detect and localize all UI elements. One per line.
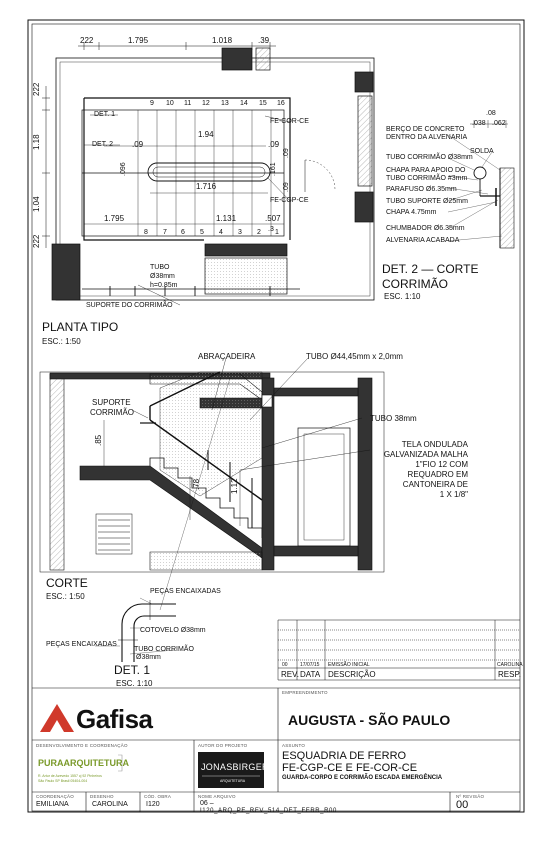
det2-label: BERÇO DE CONCRETO [386, 126, 465, 133]
stair-number: 7 [163, 229, 167, 236]
det1-scale: ESC. 1:10 [116, 679, 153, 688]
det2-dim-038: .038 [472, 120, 486, 127]
revisao-header: Nº REVISÃO [456, 794, 485, 799]
det2-dim-08: .08 [486, 110, 496, 117]
plan-det2-callout: DET. 2 [92, 141, 114, 148]
section-abracadeira: ABRAÇADEIRA [198, 352, 256, 361]
plan-dim-3: .3 [268, 226, 274, 233]
plan-dim-left-3: 1.04 [32, 196, 41, 212]
det2-title: DET. 2 — CORTE CORRIMÃO [382, 262, 479, 291]
det2-solda: SOLDA [470, 148, 494, 155]
det2-label: TUBO SUPORTE Ø25mm [386, 198, 468, 205]
plan-dim-096: .096 [120, 162, 127, 176]
section-tubo-main: TUBO Ø44,45mm x 2,0mm [306, 352, 403, 361]
jonasbirger-name: JONASBIRGER [201, 762, 269, 772]
section-tela-line: CANTONEIRA DE [402, 480, 468, 489]
revision-cell: 00 [282, 662, 288, 668]
plan-dim-top-1: 222 [80, 36, 94, 45]
obra-value: I120 [146, 801, 160, 808]
dev-header: DESENVOLVIMENTO E COORDENAÇÃO [36, 743, 128, 748]
section-tela-line: GALVANIZADA MALHA [383, 450, 468, 459]
det2-scale: ESC. 1:10 [384, 292, 421, 301]
coord-header: COORDENAÇÃO [36, 794, 74, 799]
det1-title: DET. 1 [114, 663, 151, 677]
revision-header-cell: DESCRIÇÃO [328, 670, 376, 679]
revision-header-cell: RESP. [498, 670, 521, 679]
stair-number: 15 [259, 100, 267, 107]
autor-header: AUTOR DO PROJETO [198, 743, 248, 748]
stair-number: 9 [150, 100, 154, 107]
arquivo-header: NOME ARQUIVO [198, 794, 236, 799]
gafisa-logo-mark [40, 704, 74, 732]
arquivo-line-1: 06 – [200, 800, 214, 807]
det1-tubo-2: Ø38mm [136, 654, 161, 661]
det1-cotovelo: COTOVELO Ø38mm [140, 627, 206, 634]
det1-tubo-1: TUBO CORRIMÃO [134, 646, 194, 653]
det2-label: ALVENARIA ACABADA [386, 237, 460, 244]
section-tela-line: REQUADRO EM [407, 470, 468, 479]
section-drawing [40, 358, 384, 610]
plan-dim-09-v: .09 [283, 148, 290, 158]
obra-header: CÓD. OBRA [144, 794, 172, 799]
revision-cell: EMISSÃO INICIAL [328, 662, 370, 668]
plan-dim-left-4: 222 [32, 234, 41, 248]
plan-dim-top-2: 1.795 [128, 36, 149, 45]
revision-cell: CAROLINA [497, 662, 523, 668]
det2-label: DENTRO DA ALVENARIA [386, 134, 468, 141]
plan-dim-left-1: 222 [32, 82, 41, 96]
empreendimento-header: EMPREENDIMENTO [282, 690, 328, 695]
plan-scale: ESC.: 1:50 [42, 337, 81, 346]
plan-dim-507: .507 [265, 214, 281, 223]
plan-drawing [42, 42, 374, 305]
plan-dim-194: 1.94 [198, 130, 214, 139]
stair-number: 5 [200, 229, 204, 236]
plan-dim-1795b: 1.795 [104, 214, 125, 223]
section-suporte-2: CORRIMÃO [90, 408, 134, 417]
plan-dim-09-left: .09 [132, 140, 144, 149]
det2-dim-062: .062 [492, 120, 506, 127]
assunto-header: ASSUNTO [282, 743, 306, 748]
stair-number: 16 [277, 100, 285, 107]
stair-number: 8 [144, 229, 148, 236]
det2-label: CHAPA PARA APOIO DO [386, 167, 466, 174]
empreendimento-name: AUGUSTA - SÃO PAULO [288, 712, 451, 728]
det2-label: TUBO CORRIMÃO #3mm [386, 175, 468, 182]
plan-dim-09-right: .09 [268, 140, 280, 149]
stair-number: 12 [202, 100, 210, 107]
jonasbirger-sub: ARQUITETURA [220, 779, 246, 783]
det1-pecas-2: PEÇAS ENCAIXADAS [46, 641, 117, 648]
plan-suporte-label: SUPORTE DO CORRIMÃO [86, 302, 173, 309]
plan-tubo-diameter: Ø38mm [150, 273, 175, 280]
stair-number: 4 [219, 229, 223, 236]
plan-det1-callout: DET. 1 [94, 111, 116, 118]
section-title: CORTE [46, 576, 88, 590]
plan-dim-09-v2: .09 [283, 182, 290, 192]
det2-label: CHAPA 4.75mm [386, 209, 437, 216]
plan-dim-161: .161 [270, 162, 277, 176]
desenho-value: CAROLINA [92, 801, 128, 808]
section-suporte-1: SUPORTE [92, 398, 131, 407]
section-tubo38: TUBO 38mm [370, 414, 417, 423]
plan-dim-1716: 1.716 [196, 182, 217, 191]
desenho-header: DESENHO [90, 794, 114, 799]
section-tela-line: 1 X 1/8" [439, 490, 468, 499]
revision-cell: 17/07/15 [300, 662, 320, 668]
stair-number: 13 [221, 100, 229, 107]
revisao-value: 00 [456, 799, 469, 811]
plan-title: PLANTA TIPO [42, 320, 119, 334]
plan-fe-cgp-label: FE-CGP-CE [270, 197, 309, 204]
revision-header-cell: REV. [281, 670, 299, 679]
assunto-line-3: GUARDA-CORPO E CORRIMÃO ESCADA EMERGÊNCIA [282, 775, 443, 781]
plan-dim-top-3: 1.018 [212, 36, 233, 45]
stair-number: 1 [275, 229, 279, 236]
section-scale: ESC.: 1:50 [46, 592, 85, 601]
section-dim-112: 1.12 [230, 478, 239, 494]
plan-dim-top-4: .39 [258, 36, 270, 45]
det2-label: PARAFUSO Ø6.35mm [386, 186, 457, 193]
coord-value: EMILIANA [36, 801, 69, 808]
pura-info-2: São Paulo SP Brasil 05404-004 [38, 779, 88, 783]
stair-number: 3 [238, 229, 242, 236]
gafisa-logo-text: Gafisa [76, 704, 153, 734]
section-dim-78: .78 [192, 478, 201, 490]
section-tela-line: 1"FIO 12 COM [415, 460, 468, 469]
stair-number: 6 [181, 229, 185, 236]
det1-pecas-1: PEÇAS ENCAIXADAS [150, 588, 221, 595]
stair-number: 11 [184, 100, 192, 107]
section-dim-85: .85 [94, 434, 103, 446]
stair-number: 10 [166, 100, 174, 107]
assunto-line-2: FE-CGP-CE E FE-COR-CE [282, 762, 418, 774]
plan-dim-left-2: 1.18 [32, 134, 41, 150]
assunto-line-1: ESQUADRIA DE FERRO [282, 750, 407, 762]
revision-header-cell: DATA [300, 670, 321, 679]
det2-label: CHUMBADOR Ø6.35mm [386, 225, 465, 232]
pura-logo: PURAARQUITETURA [38, 758, 129, 768]
pura-info-1: R. Artur de Azevedo 1557 cj 92 Pinheiros [38, 774, 102, 778]
plan-dim-1131: 1.131 [216, 214, 237, 223]
plan-tubo-label: TUBO [150, 264, 170, 271]
stair-number: 2 [257, 229, 261, 236]
section-tela-line: TELA ONDULADA [401, 440, 468, 449]
arquivo-line-2: I120_ARQ_PE_REV_514_DET_FERR_R00 [200, 808, 337, 814]
det2-label: TUBO CORRIMÃO Ø38mm [386, 154, 473, 161]
plan-tubo-height: h=0.85m [150, 282, 178, 289]
stair-number: 14 [240, 100, 248, 107]
plan-fe-cor-label: FE-COR-CE [270, 118, 309, 125]
